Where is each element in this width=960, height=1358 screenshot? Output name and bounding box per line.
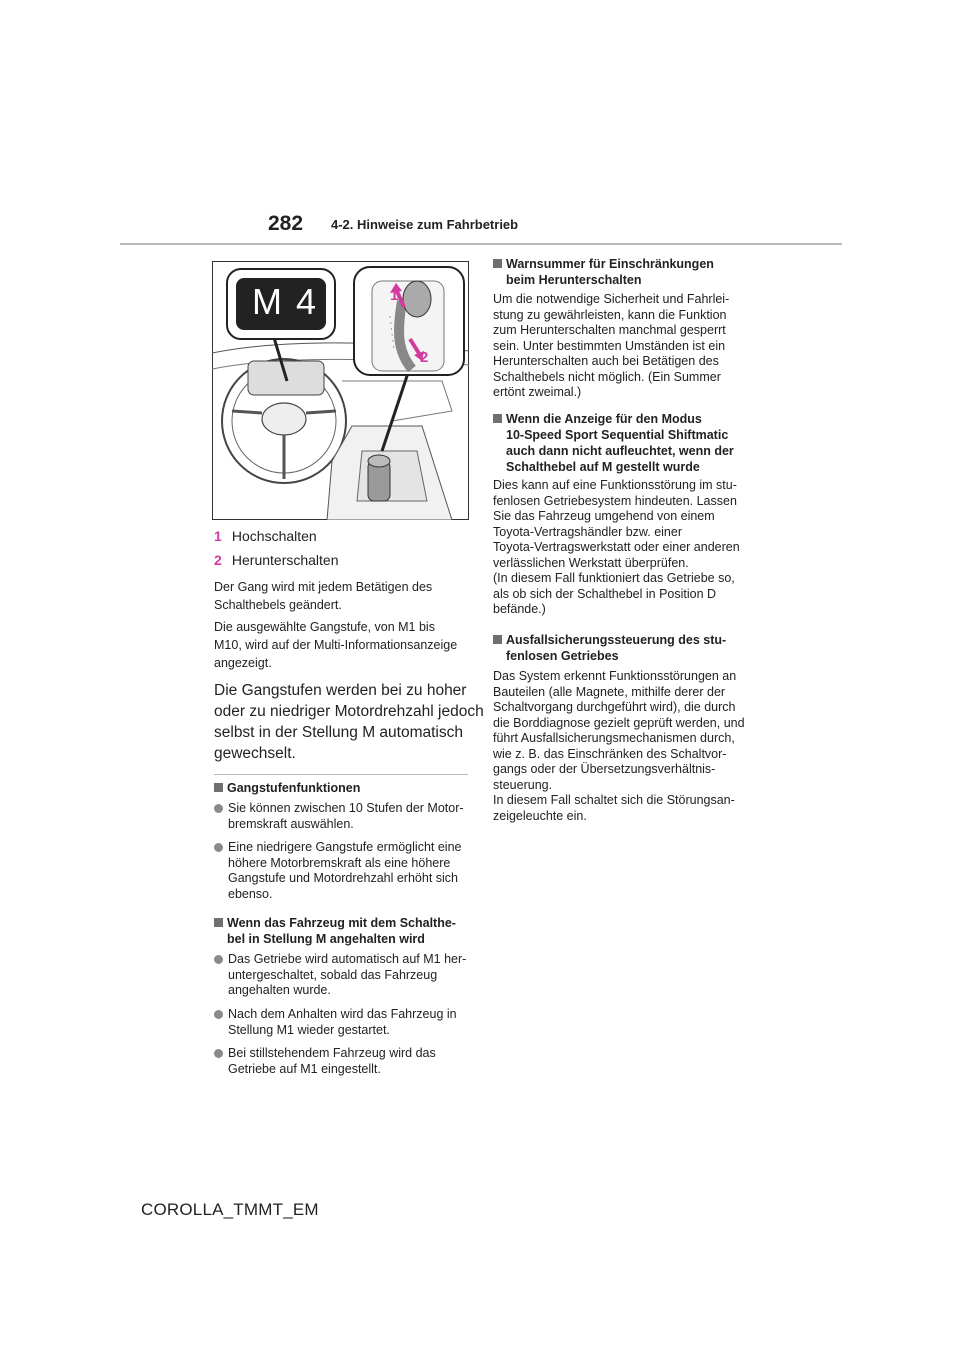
list-item: Eine niedrigere Gangstufe ermöglicht eine höhere Motorbremskraft als eine höhere Gangstufe und Motordrehzahl erhöht sich ebenso. [214, 840, 484, 902]
paragraph-gear-change [214, 578, 432, 614]
text-line: Schalthebels geändert. [214, 598, 342, 612]
legend-num: 2 [214, 552, 222, 568]
text-line: oder zu niedriger Motordrehzahl jedoch [214, 703, 484, 720]
legend-label: Herunterschalten [231, 552, 339, 568]
bullet-icon [214, 955, 223, 964]
bullet-icon [214, 1049, 223, 1058]
text-line: Die Gangstufen werden bei zu hoher [214, 682, 467, 699]
paragraph-downshift-buzzer: Um die notwendige Sicherheit und Fahrlei- stung zu gewährleisten, kann die Funktion zum Herunterschalten manchmal gesperrt sein. Unter bestimmten Umständen ist ein Herunterschalten auch bei Betätigen des Schalthebels nicht möglich. (Ein Summer ertönt zweimal.) [493, 292, 730, 399]
legend-label: Hochschalten [231, 528, 317, 544]
document-id: COROLLA_TMMT_EM [141, 1200, 319, 1219]
list-item: Sie können zwischen 10 Stufen der Motor- bremskraft auswählen. [214, 801, 484, 832]
list-item: Das Getriebe wird automatisch auf M1 her- untergeschaltet, sobald das Fahrzeug angehalten wurde. [214, 952, 484, 999]
bullet-icon [214, 843, 223, 852]
paragraph-failsafe: Das System erkennt Funktionsstörungen an Bauteilen (alle Magnete, mithilfe derer der Schaltvorgang durchgeführt wird), die durch die Borddiagnose gezielt geprüft werden, und führt Ausfallsicherungsmechanismen durch, wie z. B. das Einschränken des Schaltvor- gangs oder der Übersetzungsverhältnis- steuerung. In diesem Fall schaltet sich die Störungsan- zeigeleuchte ein. [493, 669, 745, 823]
list-item: Nach dem Anhalten wird das Fahrzeug in Stellung M1 wieder gestartet. [214, 1007, 484, 1038]
heading-gear-functions: Gangstufenfunktionen [214, 780, 360, 796]
section-title: 4-2. Hinweise zum Fahrbetrieb [331, 217, 519, 232]
text-line: M10, wird auf der Multi-Informationsanzeige [214, 638, 458, 652]
square-bullet-icon [493, 635, 502, 644]
legend-num: 1 [214, 528, 222, 544]
paragraph-gear-display [214, 618, 457, 672]
heading-failsafe: Ausfallsicherungssteuerung des stu- fenlosen Getriebes [493, 632, 726, 664]
bullet-icon [214, 1010, 223, 1019]
heading-indicator-not-lit: Wenn die Anzeige für den Modus 10-Speed Sport Sequential Shiftmatic auch dann nicht aufleuchtet, wenn der Schalthebel auf M gestellt wurde [493, 411, 734, 475]
header-rule [120, 243, 842, 245]
legend-item-2 [214, 552, 339, 568]
page-number: 282 [268, 212, 304, 235]
text-line: selbst in der Stellung M automatisch [214, 724, 463, 741]
paragraph-indicator-not-lit: Dies kann auf eine Funktionsstörung im stu- fenlosen Getriebesystem hindeuten. Lassen Sie das Fahrzeug umgehend von einem Toyota-Vertragshändler bzw. einer Toyota-Vertragswerkstatt oder einer anderen verlässlichen Werkstatt überprüfen. (In diesem Fall funktioniert das Getriebe so, als ob sich der Schalthebel in Position D befände.) [493, 478, 740, 616]
figure-callout-2: 2 [420, 349, 429, 366]
legend-item-1 [214, 528, 317, 544]
bullet-icon [214, 804, 223, 813]
section-divider [214, 774, 468, 775]
heading-stopped-in-m: Wenn das Fahrzeug mit dem Schalthe- bel in Stellung M angehalten wird [214, 915, 456, 947]
gear-display-label: M 4 [252, 281, 319, 322]
text-line: Die ausgewählte Gangstufe, von M1 bis [214, 620, 435, 634]
square-bullet-icon [493, 259, 502, 268]
figure-callout-1: 1 [390, 287, 399, 304]
square-bullet-icon [214, 783, 223, 792]
shift-lever-illustration [212, 261, 469, 520]
paragraph-auto-change [214, 680, 484, 764]
heading-downshift-buzzer: Warnsummer für Einschränkungen beim Herunterschalten [493, 256, 714, 288]
list-item: Bei stillstehendem Fahrzeug wird das Getriebe auf M1 eingestellt. [214, 1046, 484, 1077]
text-line: gewechselt. [214, 745, 296, 762]
square-bullet-icon [214, 918, 223, 927]
square-bullet-icon [493, 414, 502, 423]
text-line: angezeigt. [214, 656, 272, 670]
text-line: Der Gang wird mit jedem Betätigen des [214, 580, 433, 594]
